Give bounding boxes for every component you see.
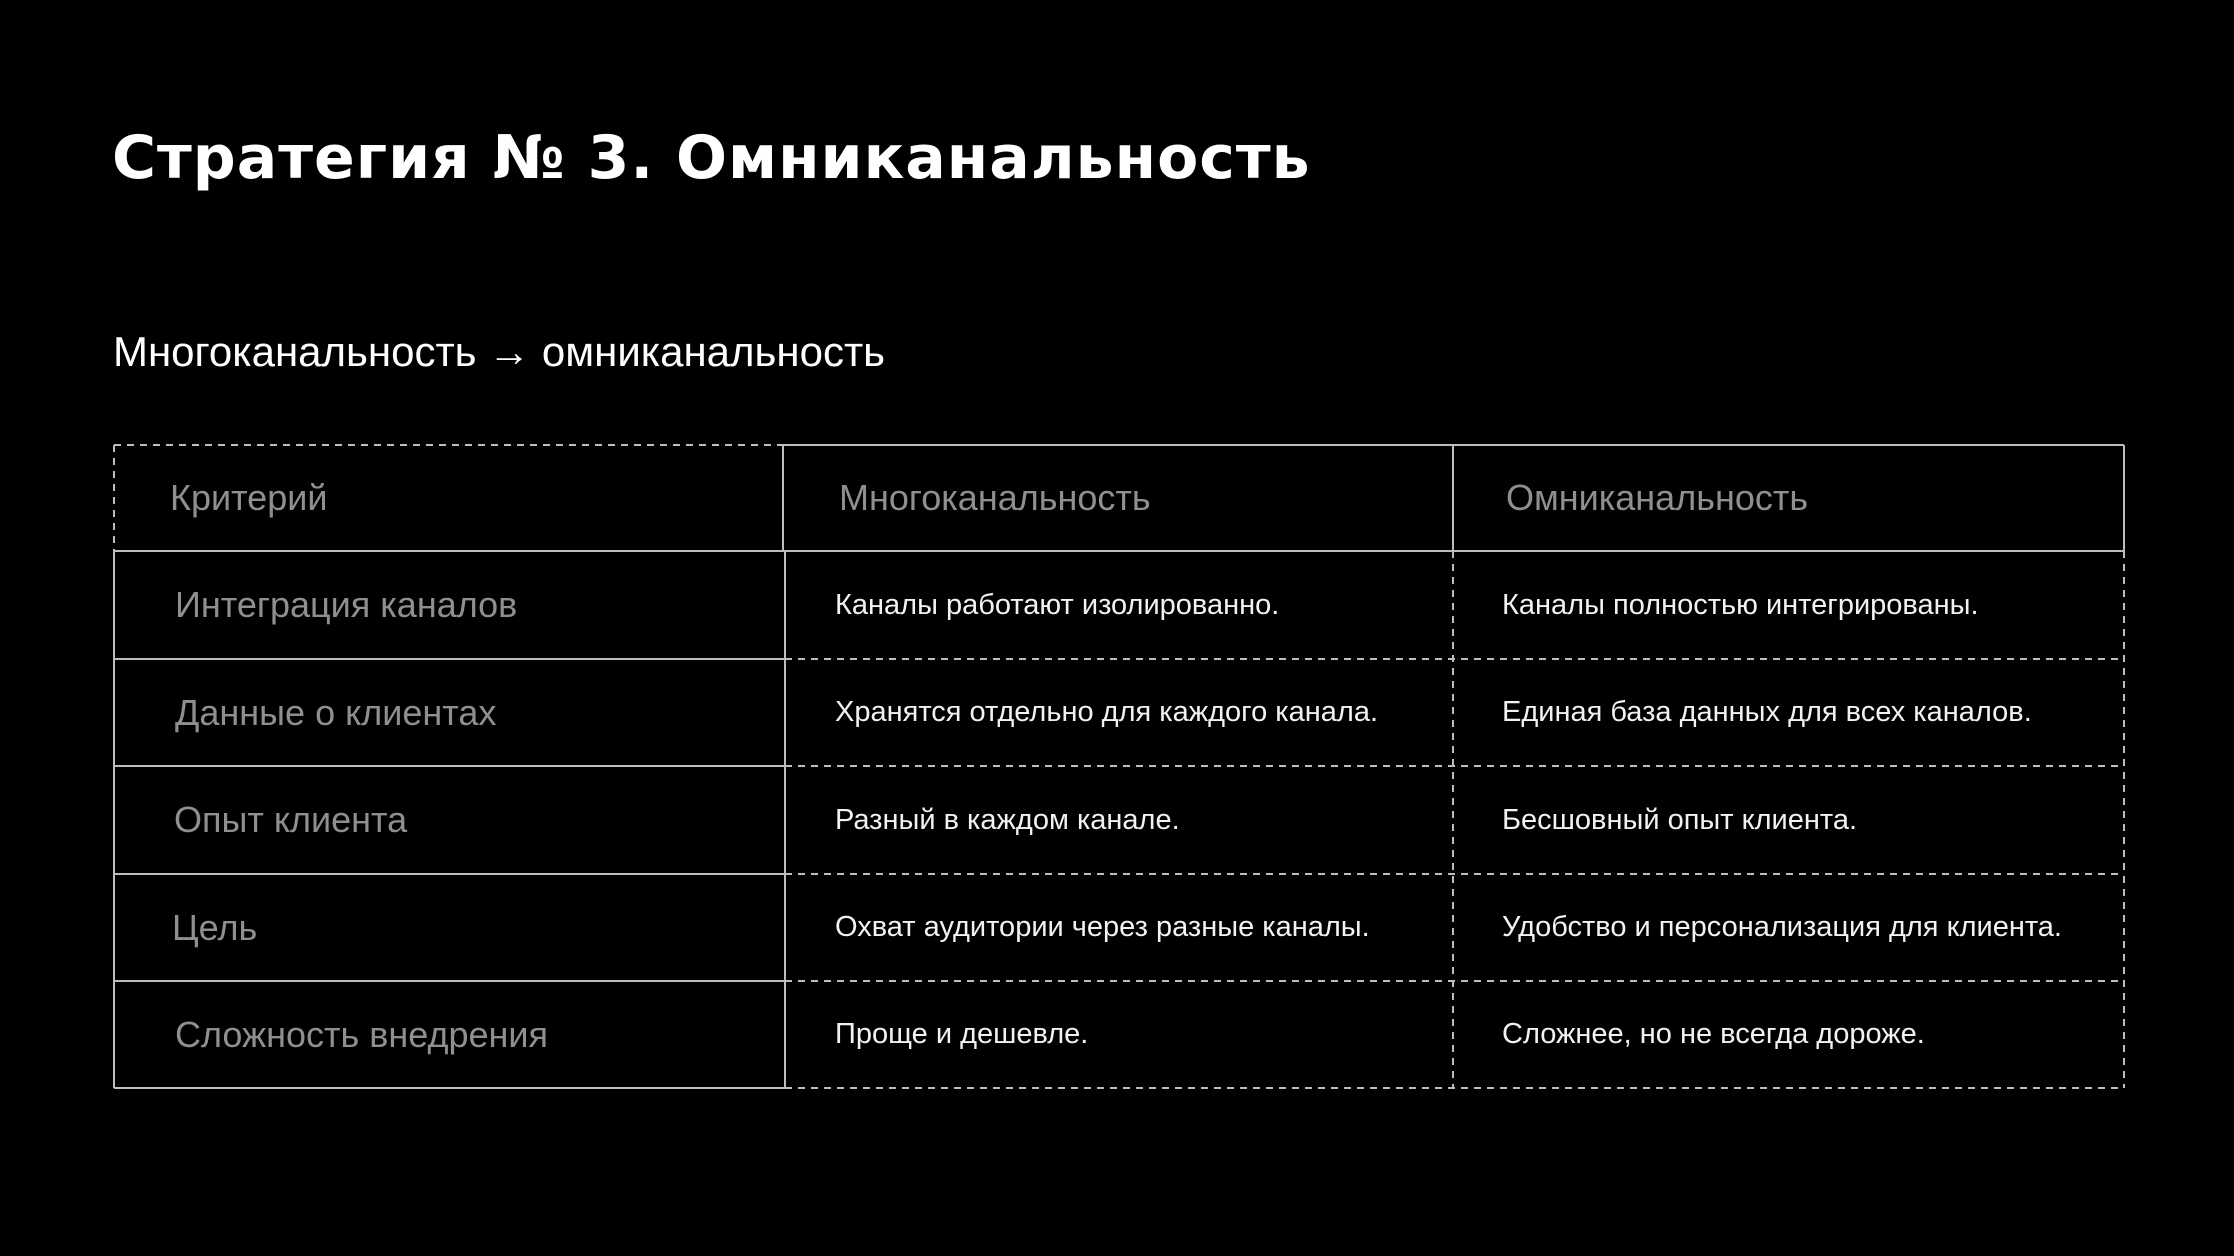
row-criterion: Опыт клиента <box>174 799 408 840</box>
row-criterion: Интеграция каналов <box>175 584 518 625</box>
row-criterion: Цель <box>172 906 258 948</box>
row-omnichannel-value: Бесшовный опыт клиента. <box>1502 803 1858 836</box>
row-multichannel-value: Хранятся отдельно для каждого канала. <box>835 696 1378 728</box>
row-omnichannel-value: Каналы полностью интегрированы. <box>1502 588 1979 621</box>
slide-subtitle: Многоканальность → омниканальность <box>113 328 886 375</box>
row-omnichannel-value: Удобство и персонализация для клиента. <box>1502 911 2062 943</box>
header-omnichannel: Омниканальность <box>1506 476 1809 518</box>
slide-title: Стратегия № 3. Омниканальность <box>112 123 1311 193</box>
row-omnichannel-value: Единая база данных для всех каналов. <box>1502 696 2032 728</box>
row-omnichannel-value: Сложнее, но не всегда дороже. <box>1502 1018 1925 1050</box>
comparison-table <box>113 444 2125 1089</box>
row-multichannel-value: Разный в каждом канале. <box>835 803 1180 836</box>
row-criterion: Данные о клиентах <box>175 691 497 733</box>
header-multichannel: Многоканальность <box>839 476 1151 518</box>
row-multichannel-value: Каналы работают изолированно. <box>835 588 1280 621</box>
row-multichannel-value: Охват аудитории через разные каналы. <box>835 911 1370 943</box>
row-multichannel-value: Проще и дешевле. <box>835 1018 1089 1050</box>
row-criterion: Сложность внедрения <box>175 1013 549 1055</box>
header-criterion: Критерий <box>170 476 328 518</box>
